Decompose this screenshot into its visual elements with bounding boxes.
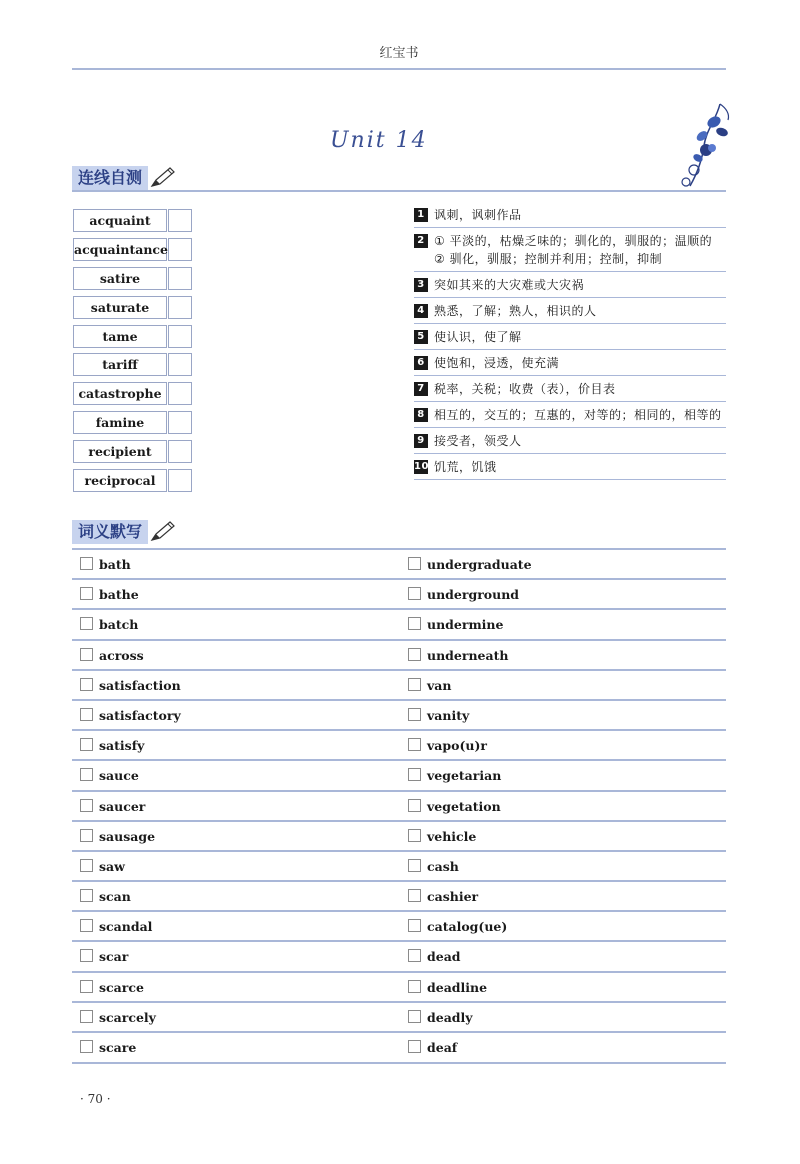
answer-box[interactable]	[168, 411, 192, 434]
vocab-word: scare	[99, 1040, 137, 1055]
checkbox[interactable]	[408, 708, 421, 721]
vocab-item	[80, 828, 155, 846]
vocab-item	[408, 767, 501, 785]
checkbox[interactable]	[408, 949, 421, 962]
vocab-word: scan	[99, 889, 131, 905]
definition-text: 使饱和，浸透，使充满	[434, 356, 560, 370]
definition-number: 2	[414, 234, 428, 248]
book-title: 红宝书	[379, 46, 419, 61]
dictation-word-table	[72, 548, 726, 1064]
definition-number: 5	[414, 330, 428, 344]
checkbox[interactable]	[408, 557, 421, 570]
vocab-item	[408, 707, 469, 725]
table-row	[72, 910, 726, 940]
answer-box[interactable]	[168, 296, 192, 319]
vocab-item	[80, 1039, 136, 1057]
definition-text: 饥荒，饥饿	[434, 460, 497, 474]
checkbox[interactable]	[408, 738, 421, 751]
checkbox[interactable]	[408, 799, 421, 812]
vocab-word: scar	[99, 949, 129, 965]
definition-row	[414, 272, 726, 298]
table-row	[72, 548, 726, 578]
page-number: · 70 ·	[80, 1092, 111, 1106]
vocab-word: across	[99, 647, 144, 663]
vocab-word: undermine	[427, 617, 504, 633]
vocab-item	[408, 979, 487, 997]
vocab-word: scandal	[99, 919, 153, 935]
table-row	[72, 729, 726, 759]
definition-row	[414, 350, 726, 376]
vocab-word: scarce	[99, 979, 144, 995]
table-row	[72, 850, 726, 880]
matching-word-row	[72, 467, 197, 496]
vocab-item	[80, 707, 181, 725]
dictation-section-header	[72, 520, 726, 544]
checkbox[interactable]	[408, 889, 421, 902]
checkbox[interactable]	[408, 859, 421, 872]
word-box: catastrophe	[73, 382, 167, 405]
vocab-item	[408, 556, 532, 574]
vocab-word: vehicle	[427, 828, 477, 844]
definition-text: 相互的，交互的；互惠的，对等的；相同的，相等的	[434, 408, 722, 422]
matching-section-header	[72, 166, 726, 192]
vocab-item	[408, 948, 461, 966]
vocab-word: underground	[427, 587, 520, 603]
vocab-word: saw	[99, 858, 125, 874]
answer-box[interactable]	[168, 382, 192, 405]
vocab-word: underneath	[427, 647, 509, 663]
vocab-word: satisfactory	[99, 707, 181, 723]
checkbox[interactable]	[408, 678, 421, 691]
table-row	[72, 1031, 726, 1064]
matching-word-row	[72, 438, 197, 467]
vocab-word: saucer	[99, 798, 146, 814]
vocab-item	[80, 767, 139, 785]
matching-word-row	[72, 207, 197, 236]
checkbox[interactable]	[80, 738, 93, 751]
vocab-word: catalog(ue)	[427, 919, 508, 935]
table-row	[72, 820, 726, 850]
definition-row	[414, 202, 726, 228]
table-row	[72, 578, 726, 608]
vocab-item	[408, 677, 451, 695]
vocab-word: undergraduate	[427, 557, 532, 572]
definition-text: 突如其来的大灾难或大灾祸	[434, 278, 585, 292]
vocab-word: cashier	[427, 889, 479, 905]
vocab-word: vegetation	[427, 798, 501, 814]
vocab-word: vapo(u)r	[427, 738, 487, 754]
checkbox[interactable]	[408, 919, 421, 932]
vocab-word: van	[427, 677, 452, 693]
checkbox[interactable]	[80, 587, 93, 600]
answer-box[interactable]	[168, 353, 192, 376]
word-box: recipient	[73, 440, 167, 463]
vocab-item	[408, 828, 476, 846]
vocab-word: deadline	[427, 979, 488, 995]
vocab-item	[80, 798, 145, 816]
dictation-section-label: 词义默写	[72, 520, 148, 544]
page-header	[72, 38, 726, 70]
checkbox[interactable]	[408, 587, 421, 600]
vocab-item	[408, 616, 503, 634]
checkbox[interactable]	[408, 829, 421, 842]
definition-number: 1	[414, 208, 428, 222]
definition-text: 税率，关税；收费（表），价目表	[434, 382, 616, 396]
vocab-item	[80, 918, 152, 936]
checkbox[interactable]	[408, 648, 421, 661]
vocab-item	[80, 948, 128, 966]
table-row	[72, 759, 726, 789]
answer-box[interactable]	[168, 469, 192, 492]
checkbox[interactable]	[80, 919, 93, 932]
vocab-item	[80, 858, 125, 876]
pencil-icon	[148, 166, 178, 190]
word-box: acquaint	[73, 209, 167, 232]
vocab-item	[80, 616, 138, 634]
checkbox[interactable]	[80, 1040, 93, 1053]
checkbox[interactable]	[80, 648, 93, 661]
definition-row	[414, 428, 726, 454]
matching-word-row	[72, 236, 197, 265]
checkbox[interactable]	[80, 859, 93, 872]
checkbox[interactable]	[80, 708, 93, 721]
definition-number: 6	[414, 356, 428, 370]
vocab-item	[80, 677, 181, 695]
table-row	[72, 1001, 726, 1031]
checkbox[interactable]	[408, 1010, 421, 1023]
checkbox[interactable]	[80, 799, 93, 812]
table-row	[72, 880, 726, 910]
definition-row	[414, 376, 726, 402]
vocab-word: satisfaction	[99, 677, 181, 693]
checkbox[interactable]	[408, 1040, 421, 1053]
definition-text: 使认识，使了解	[434, 330, 522, 344]
matching-word-list	[72, 207, 197, 496]
table-row	[72, 669, 726, 699]
unit-title: Unit 14	[330, 128, 428, 153]
vocab-word: sauce	[99, 768, 139, 784]
vocab-item	[80, 1009, 156, 1027]
matching-definition-list	[414, 202, 726, 480]
vocab-word: cash	[427, 858, 459, 874]
matching-section-label: 连线自测	[72, 166, 148, 190]
definition-row	[414, 298, 726, 324]
definition-row	[414, 324, 726, 350]
definition-row	[414, 228, 726, 272]
checkbox[interactable]	[408, 980, 421, 993]
vocab-word: bathe	[99, 587, 139, 603]
vocab-item	[408, 1039, 457, 1057]
table-row	[72, 940, 726, 970]
checkbox[interactable]	[80, 768, 93, 781]
matching-word-row	[72, 380, 197, 409]
word-box: tame	[73, 325, 167, 348]
checkbox[interactable]	[80, 617, 93, 630]
definition-row	[414, 402, 726, 428]
pencil-icon	[148, 520, 178, 544]
checkbox[interactable]	[80, 829, 93, 842]
vocab-item	[80, 586, 139, 604]
vocab-item	[408, 858, 459, 876]
matching-word-row	[72, 294, 197, 323]
table-row	[72, 608, 726, 638]
vocab-item	[408, 918, 507, 936]
vocab-word: scarcely	[99, 1009, 156, 1025]
checkbox[interactable]	[80, 1010, 93, 1023]
definition-text: 接受者，领受人	[434, 434, 522, 448]
definition-text: 讽刺，讽刺作品	[434, 208, 522, 222]
definition-number: 7	[414, 382, 428, 396]
vocab-item	[80, 737, 144, 755]
vocab-word: dead	[427, 949, 461, 965]
answer-box[interactable]	[168, 440, 192, 463]
table-row	[72, 639, 726, 669]
answer-box[interactable]	[168, 209, 192, 232]
definition-row	[414, 454, 726, 480]
word-box: saturate	[73, 296, 167, 319]
vocab-item	[408, 888, 478, 906]
checkbox[interactable]	[80, 889, 93, 902]
table-row	[72, 790, 726, 820]
vocab-item	[80, 888, 131, 906]
vocab-word: deadly	[427, 1009, 473, 1025]
matching-word-row	[72, 323, 197, 352]
checkbox[interactable]	[80, 678, 93, 691]
vocab-word: vanity	[427, 707, 470, 723]
vocab-item	[408, 1009, 473, 1027]
matching-word-row	[72, 351, 197, 380]
checkbox[interactable]	[80, 557, 93, 570]
vocab-item	[80, 979, 144, 997]
checkbox[interactable]	[408, 768, 421, 781]
word-box: famine	[73, 411, 167, 434]
vocab-word: satisfy	[99, 738, 145, 754]
vocab-word: bath	[99, 557, 131, 572]
table-row	[72, 971, 726, 1001]
vocab-word: sausage	[99, 828, 156, 844]
definition-text: 熟悉，了解；熟人，相识的人	[434, 304, 597, 318]
definition-number: 9	[414, 434, 428, 448]
definition-number: 10	[414, 461, 429, 472]
answer-box[interactable]	[168, 238, 192, 261]
definition-number: 3	[414, 278, 428, 292]
definition-number: 4	[414, 304, 428, 318]
vocab-item	[408, 798, 501, 816]
vocab-item	[80, 647, 144, 665]
vocab-item	[408, 586, 519, 604]
matching-word-row	[72, 409, 197, 438]
table-row	[72, 699, 726, 729]
word-box: reciprocal	[73, 469, 167, 492]
definition-number: 8	[414, 408, 428, 422]
matching-word-row	[72, 265, 197, 294]
vocab-word: batch	[99, 617, 139, 633]
checkbox[interactable]	[80, 949, 93, 962]
vocab-item	[408, 647, 508, 665]
vocab-item	[80, 556, 131, 574]
word-box: acquaintance	[73, 238, 167, 261]
answer-box[interactable]	[168, 267, 192, 290]
answer-box[interactable]	[168, 325, 192, 348]
word-box: tariff	[73, 353, 167, 376]
vocab-word: vegetarian	[427, 768, 502, 784]
definition-text: ① 平淡的，枯燥乏味的；驯化的，驯服的；温顺的 ② 驯化，驯服；控制并利用；控制，抑制	[434, 234, 713, 266]
vocab-word: deaf	[427, 1040, 458, 1055]
vocab-item	[408, 737, 487, 755]
word-box: satire	[73, 267, 167, 290]
checkbox[interactable]	[408, 617, 421, 630]
checkbox[interactable]	[80, 980, 93, 993]
